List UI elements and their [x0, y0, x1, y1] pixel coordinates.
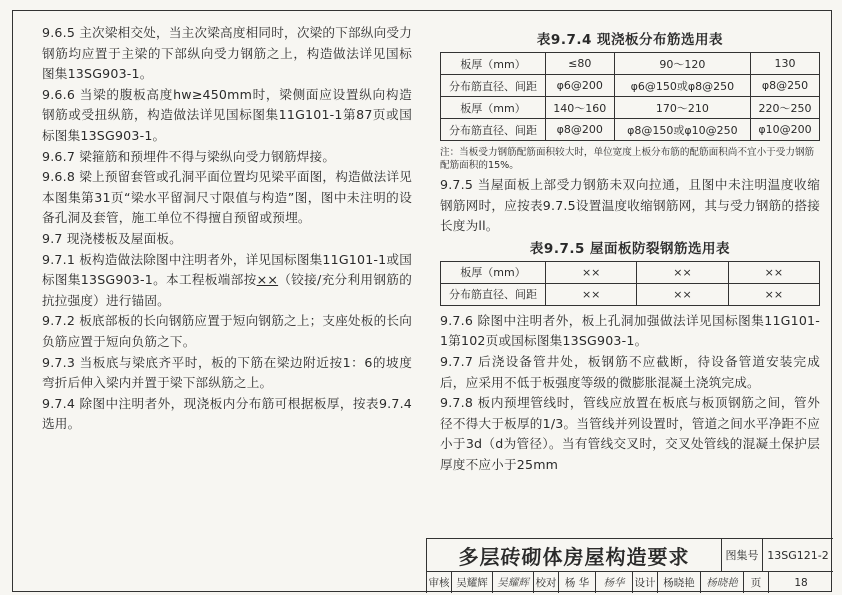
table-9-7-4 — [440, 52, 820, 141]
table-cell: ×× — [728, 283, 819, 305]
table-cell: φ8@150或φ10@250 — [614, 119, 751, 141]
table-row — [441, 283, 820, 305]
title-block-signatures — [427, 572, 833, 593]
table-cell: ×× — [637, 261, 728, 283]
table-row — [441, 53, 820, 75]
table-9-7-4-note: 注：当板受力钢筋配筋面积较大时，单位宽度上板分布筋的配筋面积尚不宜小于受力钢筋配筋面积的15%。 — [440, 147, 815, 171]
table-cell: ≤80 — [546, 53, 615, 75]
table-cell: 板厚（mm） — [441, 261, 546, 283]
designer-signature: 杨晓艳 — [701, 572, 744, 593]
check-label: 校对 — [534, 572, 559, 593]
table-cell: φ8@250 — [751, 75, 820, 97]
table-row — [441, 261, 820, 283]
para-9-7: 9.7 现浇楼板及屋面板。 — [42, 230, 182, 246]
table-cell: 分布筋直径、间距 — [441, 75, 546, 97]
table-cell: ×× — [546, 283, 637, 305]
table-cell: 90～120 — [614, 53, 751, 75]
right-column — [440, 28, 820, 476]
table-cell: 板厚（mm） — [441, 53, 546, 75]
table-9-7-5-title: 表9.7.5 屋面板防裂钢筋选用表 — [529, 240, 731, 257]
atlas-number: 13SG121-2 — [762, 539, 833, 571]
atlas-label: 图集号 — [721, 539, 762, 571]
table-cell: 140～160 — [546, 97, 615, 119]
table-row — [441, 119, 820, 141]
table-cell: 分布筋直径、间距 — [441, 283, 546, 305]
table-row — [441, 97, 820, 119]
page-number: 18 — [794, 576, 808, 589]
checker-signature: 杨华 — [596, 572, 633, 593]
table-cell: ×× — [728, 261, 819, 283]
para-9-7-4: 9.7.4 除图中注明者外，现浇板内分布筋可根据板厚，按表9.7.4选用。 — [42, 395, 412, 432]
table-cell: 板厚（mm） — [441, 97, 546, 119]
left-column — [42, 23, 412, 435]
para-9-7-1-after: （铰接/充分利用钢筋的抗拉强度）进行锚固。 — [42, 272, 412, 308]
designer-name: 杨晓艳 — [658, 572, 701, 593]
title-block-top — [427, 539, 833, 572]
review-label: 审核 — [427, 572, 452, 593]
para-9-7-7: 9.7.7 后浇设备管井处，板钢筋不应截断，待设备管道安装完成后，应采用不低于板强度等级的微膨胀混凝土浇筑完成。 — [440, 353, 820, 390]
para-9-7-2: 9.7.2 板底部板的长向钢筋应置于短向钢筋之上；支座处板的长向负筋应置于短向负筋之下。 — [42, 313, 412, 349]
para-9-6-6: 9.6.6 当梁的腹板高度hw≥450mm时，梁侧面应设置纵向构造钢筋或受扭纵筋，构造做法详见国标图集11G101-1第87页或国标图集13SG903-1。 — [42, 86, 412, 143]
title-block — [426, 538, 833, 593]
para-9-7-3: 9.7.3 当板底与梁底齐平时，板的下筋在梁边附近按1：6的坡度弯折后伸入梁内并置于梁下部纵筋之上。 — [42, 354, 412, 391]
table-row — [441, 75, 820, 97]
table-cell: 分布筋直径、间距 — [441, 119, 546, 141]
table-cell: φ10@200 — [751, 119, 820, 141]
para-9-7-1-before: 9.7.1 板构造做法除图中注明者外，详见国标图集11G101-1或国标图集13SG903-1。本工程板端部按 — [42, 251, 412, 288]
reviewer-name: 吴耀辉 — [452, 572, 493, 593]
table-cell: 170～210 — [614, 97, 751, 119]
table-cell: 220～250 — [751, 97, 820, 119]
para-9-7-6: 9.7.6 除图中注明者外，板上孔洞加强做法详见国标图集11G101-1第102页或国标图集13SG903-1。 — [440, 312, 820, 349]
para-9-6-8: 9.6.8 梁上预留套管或孔洞平面位置均见梁平面图，构造做法详见本图集第31页“梁水平留洞尺寸限值与构造”图，图中未注明的设备孔洞及套管，施工单位不得擅自预留或预埋。 — [42, 169, 412, 226]
table-cell: 130 — [751, 53, 820, 75]
para-9-7-5: 9.7.5 当屋面板上部受力钢筋未双向拉通，且图中未注明温度收缩钢筋网时，应按表9.7.5设置温度收缩钢筋网，其与受力钢筋的搭接长度为ll。 — [440, 177, 820, 234]
para-9-6-7: 9.6.7 梁箍筋和预埋件不得与梁纵向受力钢筋焊接。 — [42, 148, 336, 164]
table-9-7-4-title: 表9.7.4 现浇板分布筋选用表 — [536, 32, 724, 48]
table-cell: ×× — [637, 283, 728, 305]
table-cell: φ6@200 — [546, 75, 615, 97]
page-label: 页 — [744, 572, 769, 593]
checker-name: 杨 华 — [559, 572, 596, 593]
para-9-7-1 — [42, 250, 412, 312]
table-9-7-5 — [440, 261, 820, 306]
table-cell: ×× — [546, 261, 637, 283]
table-cell: φ8@200 — [546, 119, 615, 141]
para-9-7-8: 9.7.8 板内预埋管线时，管线应放置在板底与板顶钢筋之间，管外径不得大于板厚的1/3。当管线并列设置时，管道之间水平净距不应小于3d（d为管径）。当有管线交叉时，交叉处管线的混凝土保护层厚度不应小于25mm — [440, 395, 820, 472]
design-label: 设计 — [633, 572, 658, 593]
anchor-method-value: ×× — [256, 272, 279, 288]
reviewer-signature: 吴耀辉 — [493, 572, 534, 593]
drawing-title: 多层砖砌体房屋构造要求 — [458, 544, 690, 569]
table-cell: φ6@150或φ8@250 — [614, 75, 751, 97]
para-9-6-5: 9.6.5 主次梁相交处，当主次梁高度相同时，次梁的下部纵向受力钢筋均应置于主梁的下部纵向受力钢筋之上，构造做法详见国标图集13SG903-1。 — [42, 25, 412, 82]
